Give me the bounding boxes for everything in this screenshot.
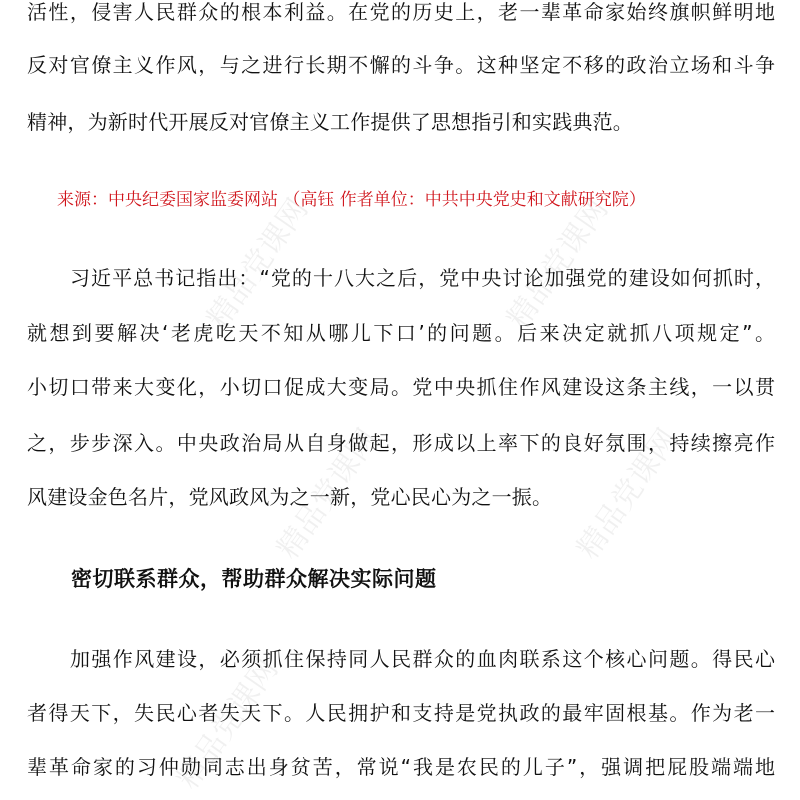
watermark: 精品党课网: [200, 192, 316, 336]
watermark: 精品党课网: [170, 652, 286, 796]
paragraph-line: 反对官僚主义作风，与之进行长期不懈的斗争。这种坚定不移的政治立场和斗争: [27, 53, 775, 77]
watermark: 精品党课网: [570, 422, 686, 566]
watermark: 精品党课网: [500, 192, 616, 336]
watermark: 精品党课网: [270, 422, 386, 566]
paragraph-line: 活性，侵害人民群众的根本利益。在党的历史上，老一辈革命家始终旗帜鲜明地: [27, 0, 775, 24]
paragraph-line: 习近平总书记指出：“党的十八大之后，党中央讨论加强党的建设如何抓时，: [70, 266, 775, 290]
paragraph-line: 者得天下，失民心者失天下。人民拥护和支持是党执政的最牢固根基。作为老一: [27, 701, 775, 725]
paragraph-line: 风建设金色名片，党风政风为之一新，党心民心为之一振。: [27, 485, 553, 509]
paragraph-line: 就想到要解决‘老虎吃天不知从哪儿下口’的问题。后来决定就抓八项规定”。: [27, 321, 775, 345]
paragraph-line: 小切口带来大变化，小切口促成大变局。党中央抓住作风建设这条主线，一以贯: [27, 375, 775, 399]
paragraph-line: 辈革命家的习仲勋同志出身贫苦，常说“我是农民的儿子”，强调把屁股端端地: [27, 755, 775, 779]
paragraph-line: 精神，为新时代开展反对官僚主义工作提供了思想指引和实践典范。: [27, 110, 633, 134]
paragraph-line: 之，步步深入。中央政治局从自身做起，形成以上率下的良好氛围，持续擦亮作: [27, 431, 775, 455]
source-attribution: 来源：中央纪委国家监委网站 （高钰 作者单位：中共中央党史和文献研究院）: [57, 190, 646, 210]
paragraph-line: 加强作风建设，必须抓住保持同人民群众的血肉联系这个核心问题。得民心: [70, 647, 775, 671]
section-heading: 密切联系群众，帮助群众解决实际问题: [71, 567, 437, 591]
